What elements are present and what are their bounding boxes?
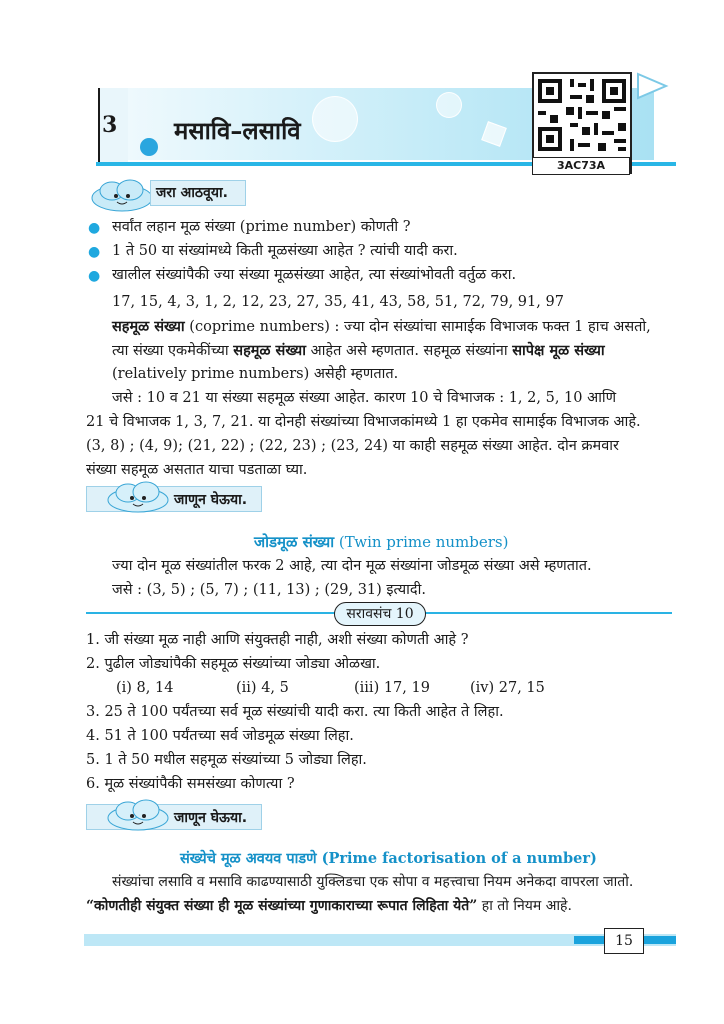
cloud-icon	[94, 478, 174, 516]
exercise-title: सरावसंच 10	[334, 602, 426, 626]
page-number: 15	[604, 928, 644, 954]
rule-statement: “कोणतीही संयुक्त संख्या ही मूळ संख्यांच्या गुणाकाराच्या रूपात लिहिता येते”	[86, 898, 478, 914]
number-list: 17, 15, 4, 3, 1, 2, 12, 23, 27, 35, 41, 43, 58, 51, 72, 79, 91, 97	[112, 294, 564, 310]
section-label: जाणून घेऊया.	[174, 810, 248, 826]
decor-bubble	[312, 96, 358, 142]
cloud-icon	[94, 796, 174, 834]
example-line: (3, 8) ; (4, 9); (21, 22) ; (22, 23) ; (23, 24) या काही सहमूळ संख्या आहेत. दोन क्रमवार	[86, 438, 619, 454]
coprime-text: (coprime numbers) : ज्या दोन संख्यांचा सामाईक विभाजक फक्त 1 हाच असतो,	[184, 319, 651, 335]
section-label: जाणून घेऊया.	[174, 492, 248, 508]
exercise-item: 6. मूळ संख्यांपैकी समसंख्या कोणत्या ?	[86, 776, 295, 792]
bullet-text: 1 ते 50 या संख्यांमध्ये किती मूळसंख्या आहेत ? त्यांची यादी करा.	[112, 243, 458, 259]
heading-en: (Twin prime numbers)	[334, 533, 509, 551]
exercise-item: 5. 1 ते 50 मधील सहमूळ संख्यांच्या 5 जोड्या लिहा.	[86, 752, 367, 768]
cloud-icon	[86, 176, 156, 216]
pair-option: (i) 8, 14	[116, 680, 174, 696]
twin-prime-text: ज्या दोन मूळ संख्यांतील फरक 2 आहे, त्या दोन मूळ संख्यांना जोडमूळ संख्या असे म्हणतात.	[112, 558, 592, 574]
bullet-icon: ●	[88, 268, 101, 284]
factorisation-text: संख्यांचा लसावि व मसावि काढण्यासाठी युक्लिडचा एक सोपा व महत्त्वाचा नियम अनेकदा वापरला जातो.	[112, 874, 634, 890]
heading-mr: जोडमूळ संख्या	[254, 533, 335, 551]
coprime-text: आहेत असे म्हणतात. सहमूळ संख्यांना	[305, 343, 513, 359]
exercise-item: 4. 51 ते 100 पर्यंतच्या सर्व जोडमूळ संख्या लिहा.	[86, 728, 354, 744]
bullet-text: खालील संख्यांपैकी ज्या संख्या मूळसंख्या आहेत, त्या संख्यांभोवती वर्तुळ करा.	[112, 267, 517, 283]
chapter-number: 3	[102, 112, 118, 138]
play-triangle-icon	[634, 72, 670, 100]
factorisation-rule-line	[86, 896, 572, 917]
exercise-item: 2. पुढील जोड्यांपैकी सहमूळ संख्यांच्या जोड्या ओळखा.	[86, 656, 381, 672]
pair-option: (ii) 4, 5	[236, 680, 289, 696]
example-line: जसे : 10 व 21 या संख्या सहमूळ संख्या आहेत. कारण 10 चे विभाजक : 1, 2, 5, 10 आणि	[112, 390, 617, 406]
decor-dot	[140, 138, 158, 156]
chapter-title: मसावि–लसावि	[174, 116, 301, 145]
coprime-definition-line: (relatively prime numbers) असेही म्हणतात.	[112, 366, 399, 382]
coprime-text: त्या संख्या एकमेकींच्या	[112, 343, 234, 359]
twin-prime-heading	[254, 532, 508, 552]
rule-text: हा तो नियम आहे.	[477, 898, 572, 914]
bullet-icon: ●	[88, 244, 101, 260]
relative-prime-term: सापेक्ष मूळ संख्या	[512, 342, 605, 359]
bullet-icon: ●	[88, 220, 101, 236]
pair-option: (iv) 27, 15	[470, 680, 545, 696]
exercise-item: 3. 25 ते 100 पर्यंतच्या सर्व मूळ संख्यांची यादी करा. त्या किती आहेत ते लिहा.	[86, 704, 504, 720]
coprime-definition-line	[112, 316, 651, 338]
example-line: 21 चे विभाजक 1, 3, 7, 21. या दोनही संख्यांच्या विभाजकांमध्ये 1 हा एकमेव सामाईक विभाजक आहे.	[86, 414, 641, 430]
pair-option: (iii) 17, 19	[354, 680, 430, 696]
example-line: संख्या सहमूळ असतात याचा पडताळा घ्या.	[86, 462, 308, 478]
prime-factorisation-heading: संख्येचे मूळ अवयव पाडणे (Prime factorisation of a number)	[180, 850, 597, 867]
coprime-definition-line	[112, 340, 605, 362]
qr-code-label: 3AC73A	[532, 157, 630, 175]
coprime-term: सहमूळ संख्या	[112, 318, 185, 335]
bullet-text: सर्वांत लहान मूळ संख्या (prime number) कोणती ?	[112, 219, 411, 235]
decor-bubble	[436, 92, 462, 118]
exercise-item: 1. जी संख्या मूळ नाही आणि संयुक्तही नाही, अशी संख्या कोणती आहे ?	[86, 632, 469, 648]
twin-prime-example: जसे : (3, 5) ; (5, 7) ; (11, 13) ; (29, 31) इत्यादी.	[112, 582, 426, 598]
coprime-term: सहमूळ संख्या	[233, 342, 306, 359]
section-label: जरा आठवूया.	[156, 185, 228, 201]
